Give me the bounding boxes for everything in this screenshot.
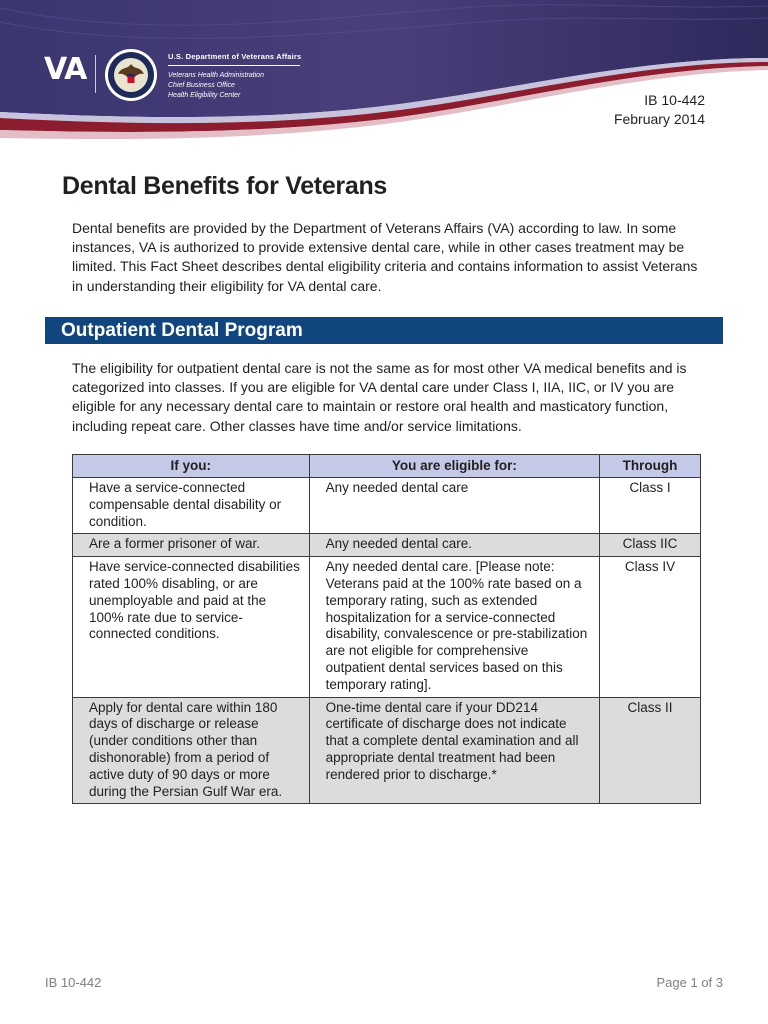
table-cell-class: Class IV — [600, 557, 701, 697]
table-cell-condition: Have a service-connected compensable dental disability or condition. — [73, 478, 310, 534]
section-heading-outpatient: Outpatient Dental Program — [45, 317, 723, 344]
document-number: IB 10-442 — [644, 92, 705, 108]
va-logo: VA — [44, 52, 87, 87]
organization-block — [168, 52, 301, 101]
document-date: February 2014 — [613, 111, 705, 127]
org-line-vha: Veterans Health Administration — [168, 72, 264, 79]
org-divider — [168, 65, 300, 66]
page-title: Dental Benefits for Veterans — [62, 172, 388, 200]
table-header-row — [73, 455, 701, 478]
table-row — [73, 697, 701, 804]
table-cell-condition: Apply for dental care within 180 days of discharge or release (under conditions other than dishonorable) from a period of active duty of 90 days or more during the Persian Gulf War era. — [73, 697, 310, 804]
footer-page-number: Page 1 of 3 — [656, 975, 723, 990]
footer-document-number: IB 10-442 — [45, 975, 102, 990]
document-info — [614, 91, 705, 129]
column-header-eligible-for: You are eligible for: — [309, 455, 599, 478]
department-name: U.S. Department of Veterans Affairs — [168, 52, 302, 61]
table-cell-condition: Are a former prisoner of war. — [73, 534, 310, 557]
table-cell-eligibility: Any needed dental care. — [309, 534, 599, 557]
va-seal-icon — [104, 48, 158, 102]
table-cell-class: Class I — [600, 478, 701, 534]
org-line-cbo: Chief Business Office — [168, 82, 235, 89]
table-cell-eligibility: Any needed dental care — [309, 478, 599, 534]
column-header-if-you: If you: — [73, 455, 310, 478]
eligibility-paragraph: The eligibility for outpatient dental care is not the same as for most other VA medical benefits and is categorized into classes. If you are eligible for VA dental care under Class I, IIA, IIC, or IV you are eligible for any necessary dental care to maintain or restore oral health and masticatory function, including repeat care. Other classes have time and/or service limitations. — [72, 360, 687, 434]
table-cell-eligibility: Any needed dental care. [Please note: Veterans paid at the 100% rate based on a temporary rating, such as extended hospitalization for a service-connected disability, convalescence or pre-stabilization are not eligible for comprehensive outpatient dental services based on this temporary rating]. — [309, 557, 599, 697]
table-row — [73, 534, 701, 557]
table-row — [73, 557, 701, 697]
table-cell-condition: Have service-connected disabilities rated 100% disabling, or are unemployable and paid at the 100% rate due to service-connected conditions. — [73, 557, 310, 697]
table-cell-eligibility: One-time dental care if your DD214 certificate of discharge does not indicate that a complete dental examination and all appropriate dental treatment had been rendered prior to discharge.* — [309, 697, 599, 804]
org-line-hec: Health Eligibility Center — [168, 92, 241, 99]
logo-separator — [95, 55, 96, 93]
intro-paragraph: Dental benefits are provided by the Department of Veterans Affairs (VA) according to law. In some instances, VA is authorized to provide extensive dental care, while in other cases treatment may be limited. This Fact Sheet describes dental eligibility criteria and contains information to assist Veterans in understanding their eligibility for VA dental care. — [72, 220, 698, 294]
table-cell-class: Class II — [600, 697, 701, 804]
table-row — [73, 478, 701, 534]
eligibility-table — [72, 454, 701, 804]
table-cell-class: Class IIC — [600, 534, 701, 557]
column-header-through: Through — [600, 455, 701, 478]
